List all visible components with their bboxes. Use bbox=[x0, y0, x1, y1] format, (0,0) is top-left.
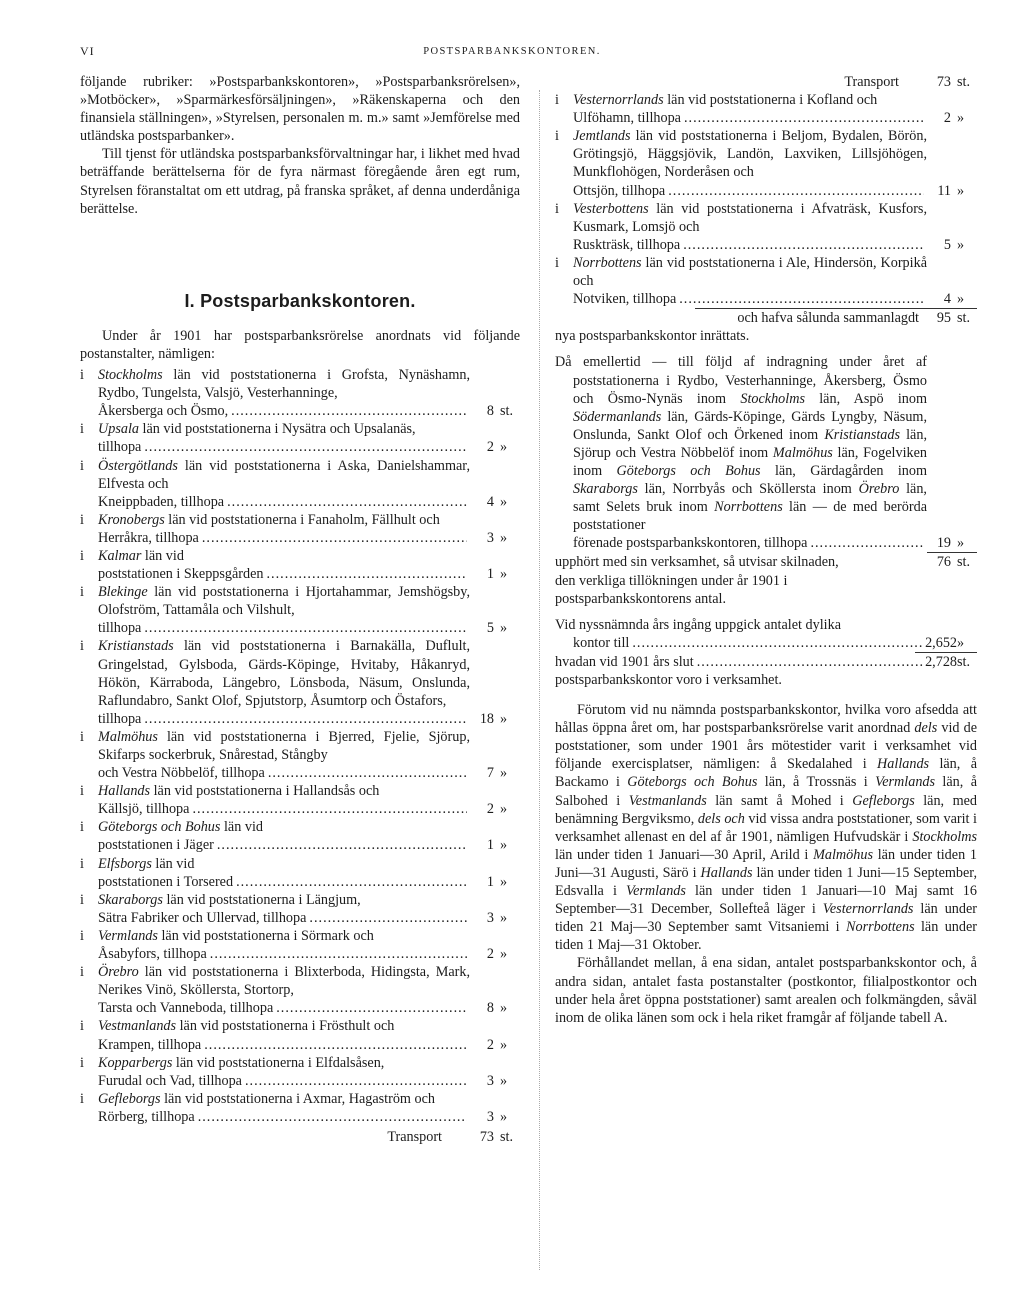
county-entry bbox=[80, 891, 520, 927]
county-entry bbox=[80, 1090, 520, 1126]
entry-last-line: Ruskträsk, tillhopa bbox=[573, 236, 681, 253]
county-name: Kopparbergs bbox=[98, 1054, 173, 1071]
ceased-unit: st. bbox=[957, 554, 971, 571]
entry-prefix: i bbox=[80, 1054, 84, 1071]
transport-unit: st. bbox=[957, 74, 971, 90]
county-entry bbox=[80, 583, 520, 637]
entry-last-line: tillhopa bbox=[98, 439, 142, 456]
entry-prefix: i bbox=[80, 457, 84, 474]
intro-paragraph: följande rubriker: »Postsparbankskontoren», »Postsparbanksrörelsen», »Motböcker», »Sparmärkesförsäljningen», »Räkenskaperna och den finansiela ställningen», »Styrelsen, personalen m. m.» samt »Jemförelse med utländska postsparbanker». bbox=[80, 74, 520, 145]
entry-text: län vid poststationerna i Kofland och bbox=[663, 92, 878, 109]
entry-unit: » bbox=[500, 493, 508, 510]
end-unit: st. bbox=[957, 653, 971, 670]
leader-dots bbox=[217, 836, 467, 854]
county-name: Östergötlands bbox=[98, 457, 178, 474]
entry-count: 2 bbox=[943, 110, 951, 127]
entry-count: 1 bbox=[486, 873, 494, 890]
seasonal-offices-paragraph: Förutom vid nu nämnda postsparbankskontor, hvilka voro afsedda att hållas öppna året om, har postsparbanksrörelse varit anordnad dels vid de poststationer, som under 1901 års mötestider varit i verksamhet vid följande exercisplatser, nämligen: å Skedalahed i Hallands län, å Backamo i Göteborgs och Bohus län, å Trossnäs i Vermlands län, å Salbohed i Vestmanlands län samt å Mohed i Gefleborgs län, med benämning Bergviksmo, dels och vid vissa andra poststationer, som varit i verksamhet allenast en del af år 1901, nämligen Hufvudskär i Stockholms län under tiden 1 Januari—30 April, Arild i Malmöhus län under tiden 1 Juni—31 Augusti, Särö i Hallands län under tiden 1 Juni—15 September, Edsvalla i Vermlands län under tiden 1 Januari—10 Maj samt 16 September—31 December, Sollefteå läger i Vesternorrlands län under tiden 21 Maj—30 September samt Vitsaniemi i Norrbottens län under tiden 1 Maj—31 Oktober. bbox=[555, 702, 978, 954]
section-heading: I. Postsparbankskontoren. bbox=[184, 290, 416, 311]
leader-dots bbox=[276, 999, 467, 1017]
county-entry-list bbox=[80, 366, 520, 1126]
entry-text: län vid poststationerna i Sörmark och bbox=[157, 927, 374, 944]
entry-unit: » bbox=[500, 837, 508, 854]
previous-count: 2,652 bbox=[925, 634, 957, 651]
county-entry bbox=[80, 366, 520, 420]
leader-dots bbox=[227, 493, 467, 511]
entry-unit: » bbox=[957, 182, 965, 199]
leader-dots bbox=[144, 438, 467, 456]
leader-dots bbox=[268, 764, 467, 782]
entry-count: 1 bbox=[486, 837, 494, 854]
entry-prefix: i bbox=[80, 1018, 84, 1035]
county-entry bbox=[80, 420, 520, 456]
county-name: Skaraborgs bbox=[98, 891, 163, 908]
transport-row bbox=[80, 1128, 520, 1146]
entry-prefix: i bbox=[80, 421, 84, 438]
entry-last-line: Notviken, tillhopa bbox=[573, 291, 677, 308]
entry-unit: » bbox=[500, 1072, 508, 1089]
county-name: Vesternorrlands bbox=[573, 92, 664, 109]
entry-unit: » bbox=[500, 1108, 508, 1125]
entry-text: län vid poststationerna i Grofsta, Nynäshamn, Rydbo, Tungelsta, Valsjö, Vesterhanninge, bbox=[98, 367, 470, 402]
sum-count: 95 bbox=[936, 310, 951, 327]
leader-dots bbox=[267, 565, 468, 583]
transport-label: Transport bbox=[387, 1128, 442, 1145]
previous-last: kontor till bbox=[573, 634, 630, 651]
entry-text: län vid poststationerna i Hjortahammar, Jemshögsby, Olofström, Tattamåla och Vilshult, bbox=[98, 584, 470, 619]
ceased-count: 76 bbox=[936, 554, 951, 571]
county-name: Kalmar bbox=[98, 547, 142, 564]
entry-text: län vid poststationerna i Bjerred, Fjelie, Sjörup, Skifarps sockerbruk, Snårestad, Stångby bbox=[98, 728, 470, 763]
entry-prefix: i bbox=[80, 964, 84, 981]
entry-last-line: poststationen i Jäger bbox=[98, 837, 214, 854]
entry-text: län vid poststationerna i Ale, Hindersön, Korpikå och bbox=[573, 254, 927, 290]
sum-row bbox=[555, 309, 977, 327]
entry-unit: » bbox=[957, 291, 965, 308]
entry-unit: » bbox=[500, 620, 508, 637]
entry-prefix: i bbox=[80, 783, 84, 800]
entry-count: 1 bbox=[486, 566, 494, 583]
closed-offices-last: förenade postsparbankskontoren, tillhopa bbox=[573, 535, 808, 552]
leader-dots bbox=[684, 109, 924, 127]
entry-prefix: i bbox=[555, 92, 559, 109]
leader-dots bbox=[679, 290, 924, 308]
county-name: Vesterbottens bbox=[573, 200, 649, 217]
entry-prefix: i bbox=[80, 855, 84, 872]
entry-text: län vid poststationerna i Aska, Danielshammar, Elfvesta och bbox=[98, 457, 470, 492]
transport-label: Transport bbox=[844, 74, 899, 90]
entry-unit: » bbox=[500, 801, 508, 818]
entry-count: 2 bbox=[486, 801, 494, 818]
entry-prefix: i bbox=[80, 728, 84, 745]
county-name: Norrbottens bbox=[573, 254, 642, 271]
county-name: Göteborgs och Bohus bbox=[98, 819, 221, 836]
entry-last-line: Krampen, tillhopa bbox=[98, 1036, 202, 1053]
county-entry bbox=[555, 254, 977, 308]
ceased-text: upphört med sin verksamhet, så utvisar skilnaden, bbox=[555, 554, 839, 571]
county-name: Malmöhus bbox=[98, 728, 158, 745]
leader-dots bbox=[144, 710, 467, 728]
entry-text: län vid poststationerna i Barnakälla, Duflult, Gringelstad, Gylsboda, Gärds-Köpinge, Hvitaby, Håkanryd, Hökön, Kärraboda, Längebro, Lönsboda, Näsum, Onslunda, Raflundabro, Sankt Olof, Spjutstorp, Åsumtorp och Östafors, bbox=[98, 638, 470, 709]
previous-count-row bbox=[555, 616, 977, 652]
leader-dots bbox=[210, 945, 467, 963]
leader-dots bbox=[683, 236, 924, 254]
page-number: VI bbox=[80, 44, 95, 58]
end-label: hvadan vid 1901 års slut bbox=[555, 653, 694, 670]
county-name: Jemtlands bbox=[573, 128, 631, 145]
sum-label: och hafva sålunda sammanlagdt bbox=[737, 310, 919, 327]
transport-unit: st. bbox=[500, 1128, 514, 1145]
county-entry bbox=[80, 511, 520, 547]
county-name: Gefleborgs bbox=[98, 1090, 161, 1107]
county-name: Blekinge bbox=[98, 584, 148, 601]
county-entry bbox=[80, 963, 520, 1017]
entry-unit: » bbox=[500, 566, 508, 583]
leader-dots bbox=[309, 909, 467, 927]
entry-count: 8 bbox=[486, 1000, 494, 1017]
entry-unit: st. bbox=[500, 403, 514, 420]
county-entry bbox=[80, 1017, 520, 1053]
entry-prefix: i bbox=[555, 254, 559, 271]
county-name: Upsala bbox=[98, 421, 139, 438]
entry-unit: » bbox=[957, 110, 965, 127]
leader-dots bbox=[144, 619, 467, 637]
entry-count: 3 bbox=[486, 529, 494, 546]
entry-last-line: Furudal och Vad, tillhopa bbox=[98, 1072, 242, 1089]
previous-unit: » bbox=[957, 634, 965, 651]
transport-count: 73 bbox=[479, 1128, 494, 1145]
entry-count: 3 bbox=[486, 1072, 494, 1089]
entry-text: län vid poststationerna i Blixterboda, Hidingsta, Mark, Nerikes Vinö, Sköllersta, Stortorp, bbox=[98, 964, 470, 999]
entry-last-line: Herråkra, tillhopa bbox=[98, 529, 199, 546]
transport-carry-row bbox=[555, 73, 977, 91]
entry-text: län vid bbox=[141, 547, 184, 564]
entry-last-line: tillhopa bbox=[98, 620, 142, 637]
entry-last-line: poststationen i Skeppsgården bbox=[98, 566, 264, 583]
county-entry bbox=[80, 728, 520, 782]
entry-count: 8 bbox=[486, 403, 494, 420]
running-title: POSTSPARBANKSKONTOREN. bbox=[423, 46, 601, 57]
county-entry bbox=[80, 782, 520, 818]
entry-last-line: Källsjö, tillhopa bbox=[98, 801, 190, 818]
previous-intro: Vid nyssnämnda års ingång uppgick antalet dylika bbox=[555, 616, 841, 633]
leader-dots bbox=[245, 1072, 467, 1090]
entry-last-line: Ottsjön, tillhopa bbox=[573, 182, 666, 199]
entry-prefix: i bbox=[555, 128, 559, 145]
county-entry bbox=[555, 91, 977, 127]
county-name: Örebro bbox=[98, 964, 139, 981]
foreign-summary-paragraph: Till tjenst för utländska postsparbanksförvaltningar har, i likhet med hvad beträffande berättelserna för de fyra närmast föregående åren egt rum, Styrelsen föranstaltat om ett utdrag, på franska språket, af denna underdåniga berättelse. bbox=[80, 146, 520, 217]
entry-prefix: i bbox=[80, 511, 84, 528]
county-entry-list bbox=[555, 91, 977, 308]
entry-unit: » bbox=[500, 909, 508, 926]
closed-unit: » bbox=[957, 535, 965, 552]
county-name: Kronobergs bbox=[98, 511, 165, 528]
entry-last-line: tillhopa bbox=[98, 710, 142, 727]
entry-count: 4 bbox=[486, 493, 494, 510]
sum-after: nya postsparbankskontor inrättats. bbox=[555, 328, 750, 345]
transport-count: 73 bbox=[936, 74, 951, 90]
entry-text: län vid poststationerna i Afvaträsk, Kusfors, Kusmark, Lomsjö och bbox=[573, 200, 927, 235]
entry-text: län vid poststationerna i Nysätra och Upsalanäs, bbox=[139, 421, 416, 438]
entry-count: 2 bbox=[486, 1036, 494, 1053]
leader-dots bbox=[236, 873, 467, 891]
county-name: Vestmanlands bbox=[98, 1018, 177, 1035]
entry-count: 3 bbox=[486, 1108, 494, 1125]
sum-unit: st. bbox=[957, 310, 971, 327]
county-entry bbox=[80, 818, 520, 854]
entry-text: län vid poststationerna i Axmar, Hagaström och bbox=[160, 1090, 435, 1107]
entry-unit: » bbox=[500, 529, 508, 546]
entry-prefix: i bbox=[80, 891, 84, 908]
county-entry bbox=[80, 1054, 520, 1090]
entry-count: 11 bbox=[937, 182, 951, 199]
entry-count: 2 bbox=[486, 946, 494, 963]
county-name: Hallands bbox=[98, 783, 151, 800]
entry-text: län vid bbox=[151, 855, 195, 872]
entry-last-line: Tarsta och Vanneboda, tillhopa bbox=[98, 1000, 274, 1017]
county-name: Kristianstads bbox=[98, 638, 174, 655]
right-column bbox=[555, 73, 977, 1027]
left-column bbox=[80, 73, 520, 1146]
county-name: Vermlands bbox=[98, 927, 158, 944]
entry-last-line: Kneippbaden, tillhopa bbox=[98, 493, 225, 510]
entry-last-line: och Vestra Nöbbelöf, tillhopa bbox=[98, 765, 265, 782]
county-entry bbox=[555, 127, 977, 199]
entry-unit: » bbox=[500, 946, 508, 963]
entry-prefix: i bbox=[80, 638, 84, 655]
entry-text: län vid poststationerna i Längjum, bbox=[162, 891, 361, 908]
entry-prefix: i bbox=[80, 819, 84, 836]
entry-count: 18 bbox=[479, 710, 494, 727]
county-name: Stockholms bbox=[98, 367, 163, 384]
leader-dots bbox=[202, 529, 467, 547]
entry-last-line: Sätra Fabriker och Ullervad, tillhopa bbox=[98, 909, 307, 926]
leader-dots bbox=[198, 1108, 467, 1126]
entry-text: län vid poststationerna i Frösthult och bbox=[176, 1018, 395, 1035]
county-entry bbox=[80, 927, 520, 963]
county-entry bbox=[80, 457, 520, 511]
county-entry bbox=[80, 637, 520, 727]
entry-prefix: i bbox=[80, 1090, 84, 1107]
entry-text: län vid poststationerna i Hallandsås och bbox=[150, 783, 380, 800]
end-count-row bbox=[555, 653, 977, 671]
county-entry bbox=[80, 855, 520, 891]
end-after: postsparbankskontor voro i verksamhet. bbox=[555, 672, 782, 688]
entry-text: län vid poststationerna i Fanaholm, Fällhult och bbox=[164, 511, 440, 528]
entry-unit: » bbox=[500, 1036, 508, 1053]
entry-text: län vid poststationerna i Elfdalsåsen, bbox=[172, 1054, 385, 1071]
closed-offices-text: Då emellertid — till följd af indragning under året af poststationerna i Rydbo, Vesterhanninge, Åkersberg, Ösmo och Ösmo-Nynäs inom Stockholms län, Aspö inom Södermanlands län, Gärds-Köpinge, Gärds Lyngby, Näsum, Onslunda, Sankt Olof och Örkened inom Kristianstads län, Sjörup och Vestra Nöbbelöf inom Malmöhus län, Fogelviken inom Göteborgs och Bohus län, Gärdagården inom Skaraborgs län, Norrbyås och Sköllersta inom Örebro län, samt Selets bruk inom Norrbottens län — de med berörda poststationer bbox=[555, 354, 927, 534]
closed-offices-entry bbox=[555, 353, 977, 552]
entry-prefix: i bbox=[80, 927, 84, 944]
county-name: Elfsborgs bbox=[98, 855, 152, 872]
entry-unit: » bbox=[500, 765, 508, 782]
entry-unit: » bbox=[957, 236, 965, 253]
entry-prefix: i bbox=[80, 367, 84, 384]
ceased-row bbox=[555, 553, 977, 571]
leader-dots bbox=[231, 402, 467, 420]
leader-dots bbox=[668, 182, 924, 200]
entry-last-line: Åsabyfors, tillhopa bbox=[98, 946, 207, 963]
closed-count: 19 bbox=[936, 535, 951, 552]
ceased-rest: den verkliga tillökningen under år 1901 i postsparbankskontorens antal. bbox=[555, 572, 788, 607]
entry-text: län vid bbox=[220, 819, 263, 836]
end-count: 2,728 bbox=[925, 653, 957, 670]
entry-unit: » bbox=[500, 710, 508, 727]
entry-prefix: i bbox=[80, 584, 84, 601]
county-entry bbox=[80, 547, 520, 583]
entry-last-line: Ulföhamn, tillhopa bbox=[573, 110, 681, 127]
column-separator bbox=[539, 90, 541, 1270]
entry-unit: » bbox=[500, 873, 508, 890]
entry-text: län vid poststationerna i Beljom, Bydalen, Börön, Grötingsjö, Häggsjövik, Landön, Laxviken, Lillsjöhögen, Munkflohögen, Norderåsen och bbox=[573, 128, 927, 181]
entry-count: 4 bbox=[943, 291, 951, 308]
entry-last-line: Åkersberga och Ösmo, bbox=[98, 403, 229, 420]
entry-count: 5 bbox=[943, 236, 951, 253]
entry-last-line: poststationen i Torsered bbox=[98, 873, 234, 890]
entry-count: 5 bbox=[486, 620, 494, 637]
entry-count: 2 bbox=[486, 439, 494, 456]
county-entry bbox=[555, 200, 977, 254]
entry-count: 7 bbox=[486, 765, 494, 782]
entry-last-line: Rörberg, tillhopa bbox=[98, 1108, 195, 1125]
entry-unit: » bbox=[500, 1000, 508, 1017]
leader-dots bbox=[192, 800, 467, 818]
section-intro: Under år 1901 har postsparbanksrörelse anordnats vid följande postanstalter, nämligen: bbox=[80, 327, 520, 362]
entry-prefix: i bbox=[80, 547, 84, 564]
leader-dots bbox=[204, 1036, 467, 1054]
ratio-paragraph: Förhållandet mellan, å ena sidan, antalet postsparbankskontor och, å andra sidan, antalet fasta postanstalter (postkontor, filialpostkontor och under hela året öppna poststationer) samt arealen och folkmängden, såväl inom de olika länen som ock i hela riket framgår af följande tabell A. bbox=[555, 955, 977, 1026]
entry-unit: » bbox=[500, 439, 508, 456]
entry-prefix: i bbox=[555, 200, 559, 217]
entry-count: 3 bbox=[486, 909, 494, 926]
